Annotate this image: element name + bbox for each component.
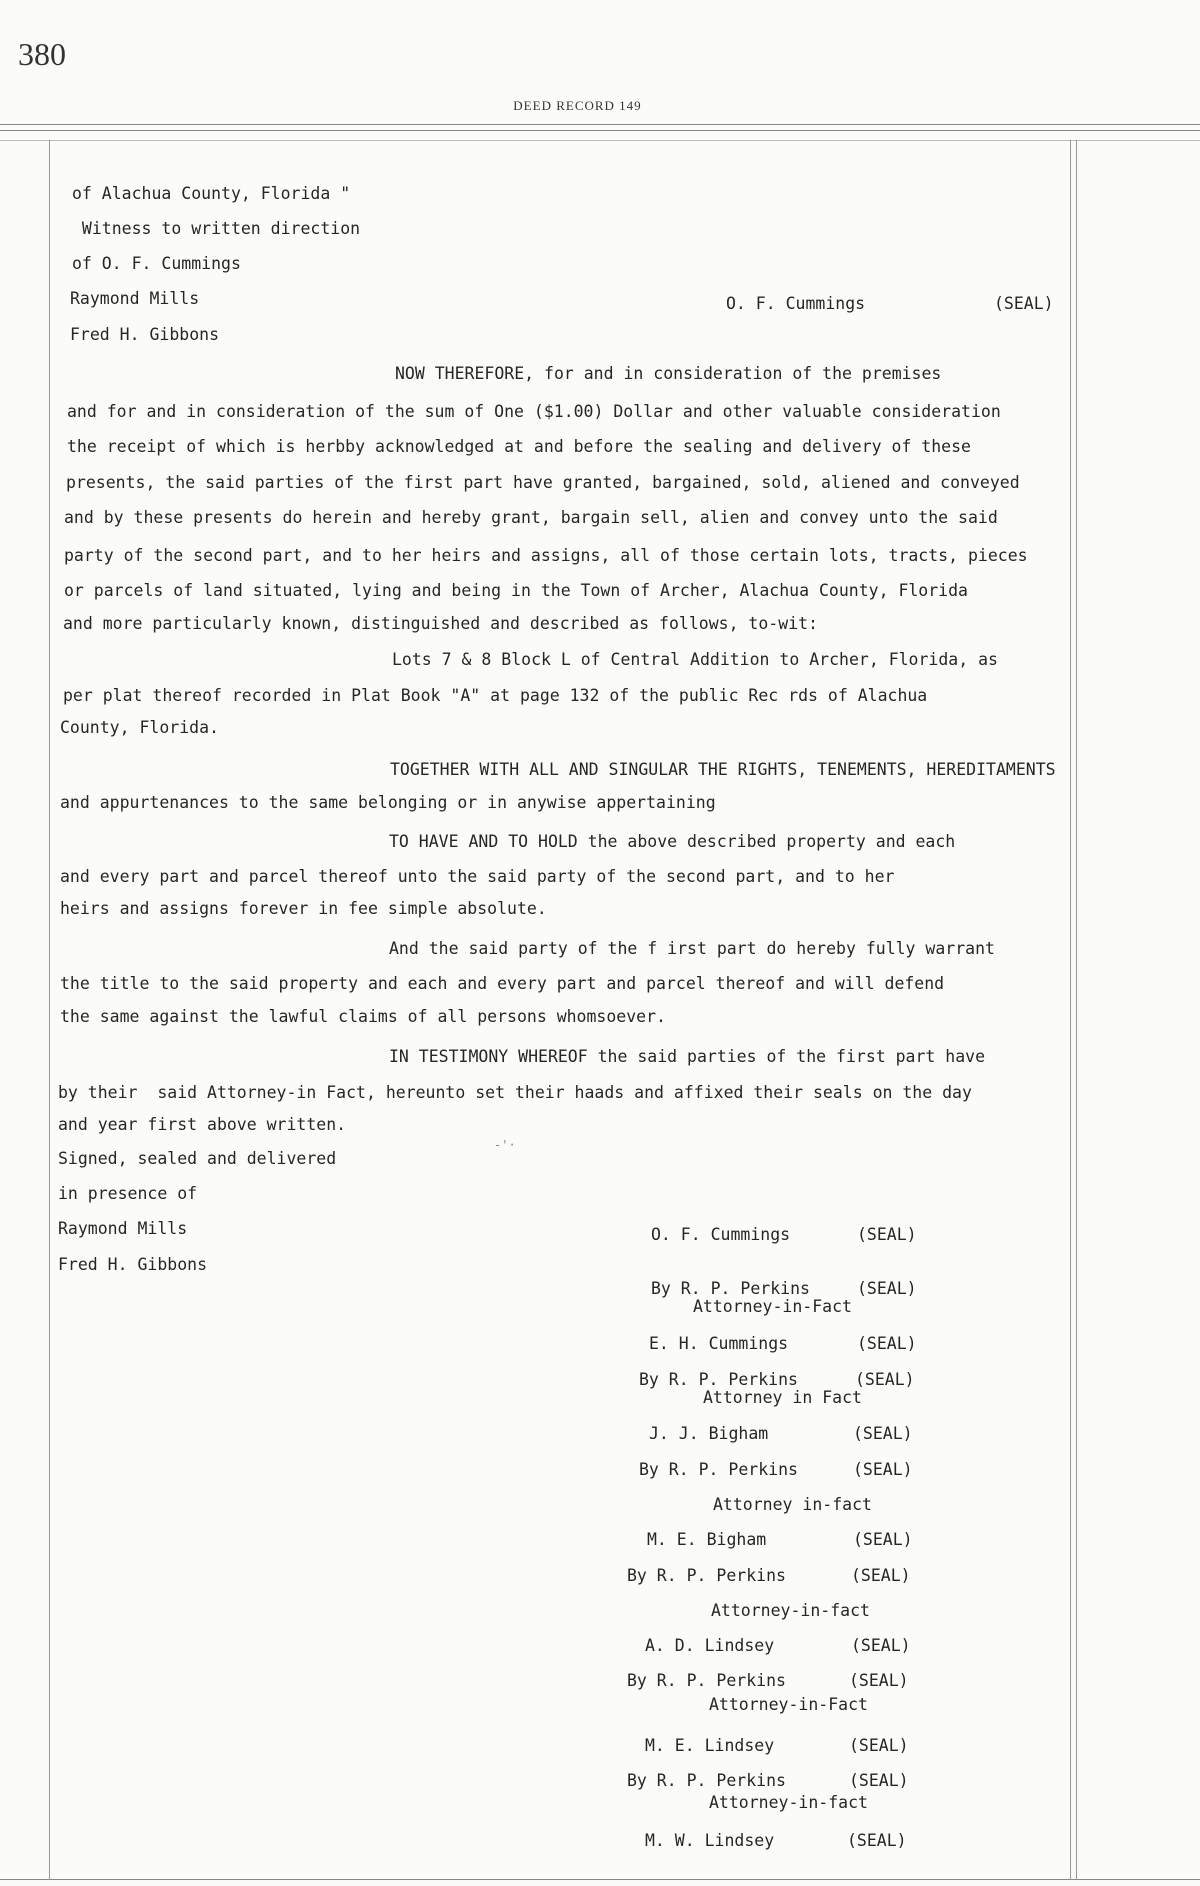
- signatory-seal: (SEAL): [851, 1636, 911, 1655]
- signatory-name: By R. P. Perkins: [627, 1566, 786, 1585]
- signatory-seal: (SEAL): [849, 1736, 909, 1755]
- body-line: And the said party of the f irst part do hereby fully warrant: [389, 939, 995, 958]
- signatory-name: By R. P. Perkins: [639, 1460, 798, 1479]
- signatory-seal: (SEAL): [857, 1279, 917, 1298]
- body-line: IN TESTIMONY WHEREOF the said parties of the first part have: [389, 1047, 986, 1066]
- body-line: the receipt of which is herbby acknowledged at and before the sealing and delivery of these: [67, 437, 971, 456]
- left-margin-rule: [49, 140, 50, 1880]
- body-line: and by these presents do herein and hereby grant, bargain sell, alien and convey unto the said: [64, 508, 998, 527]
- signatory-seal: (SEAL): [851, 1566, 911, 1585]
- signatory-seal: (SEAL): [853, 1424, 913, 1443]
- signatory-name: O. F. Cummings: [651, 1225, 791, 1244]
- signatory-name: M. E. Bigham: [647, 1530, 767, 1549]
- body-line: TO HAVE AND TO HOLD the above described property and each: [389, 832, 956, 851]
- body-line: party of the second part, and to her heirs and assigns, all of those certain lots, tracts, pieces: [64, 546, 1028, 565]
- body-line: or parcels of land situated, lying and being in the Town of Archer, Alachua County, Florida: [64, 581, 968, 600]
- signatory-seal: (SEAL): [857, 1334, 917, 1353]
- body-line: and more particularly known, distinguished and described as follows, to-wit:: [63, 614, 818, 633]
- body-line: of O. F. Cummings: [72, 254, 241, 273]
- right-margin-rule-1: [1070, 140, 1071, 1880]
- signatory-name: E. H. Cummings: [649, 1334, 789, 1353]
- body-line: by their said Attorney-in Fact, hereunto set their haads and affixed their seals on the day: [58, 1083, 972, 1102]
- body-line: of Alachua County, Florida ": [72, 184, 351, 203]
- ink-speck: -'·: [494, 1138, 516, 1152]
- body-line: Raymond Mills: [70, 289, 200, 308]
- body-line: and every part and parcel thereof unto the said party of the second part, and to her: [60, 867, 895, 886]
- body-line: presents, the said parties of the first part have granted, bargained, sold, aliened and conveyed: [66, 473, 1020, 492]
- body-line: Lots 7 & 8 Block L of Central Addition to Archer, Florida, as: [392, 650, 998, 669]
- body-line: the same against the lawful claims of all persons whomsoever.: [60, 1007, 666, 1026]
- signatory-title: Attorney-in-Fact: [709, 1695, 868, 1714]
- body-line: Fred H. Gibbons: [58, 1255, 208, 1274]
- signatory-title: Attorney-in-Fact: [693, 1297, 852, 1316]
- header-rule-2: [0, 130, 1200, 131]
- body-line: Fred H. Gibbons: [70, 325, 220, 344]
- signatory-title: Attorney-in-fact: [709, 1793, 868, 1812]
- top-signature-seal: (SEAL): [994, 294, 1054, 313]
- body-line: heirs and assigns forever in fee simple absolute.: [60, 899, 547, 918]
- signatory-seal: (SEAL): [853, 1530, 913, 1549]
- signatory-title: Attorney-in-fact: [711, 1601, 870, 1620]
- signatory-seal: (SEAL): [847, 1831, 907, 1850]
- page-number: 380: [18, 36, 66, 72]
- top-signature-name: O. F. Cummings: [726, 294, 866, 313]
- running-head: DEED RECORD 149: [513, 98, 642, 113]
- signatory-seal: (SEAL): [853, 1460, 913, 1479]
- body-line: Raymond Mills: [58, 1219, 188, 1238]
- body-line: Signed, sealed and delivered: [58, 1149, 337, 1168]
- body-line: County, Florida.: [60, 718, 219, 737]
- header-rule-1: [0, 124, 1200, 125]
- signatory-title: Attorney in-fact: [713, 1495, 872, 1514]
- header-rule-3: [0, 140, 1200, 141]
- signatory-name: A. D. Lindsey: [645, 1636, 775, 1655]
- body-line: and appurtenances to the same belonging or in anywise appertaining: [60, 793, 716, 812]
- signatory-name: M. E. Lindsey: [645, 1736, 775, 1755]
- signatory-seal: (SEAL): [855, 1370, 915, 1389]
- signatory-name: J. J. Bigham: [649, 1424, 769, 1443]
- signatory-name: By R. P. Perkins: [627, 1671, 786, 1690]
- body-line: Witness to written direction: [72, 219, 361, 238]
- signatory-seal: (SEAL): [849, 1671, 909, 1690]
- footer-rule: [0, 1879, 1200, 1880]
- body-line: TOGETHER WITH ALL AND SINGULAR THE RIGHTS, TENEMENTS, HEREDITAMENTS: [390, 760, 1056, 779]
- body-line: and year first above written.: [58, 1115, 347, 1134]
- body-line: in presence of: [58, 1184, 198, 1203]
- signatory-name: By R. P. Perkins: [639, 1370, 798, 1389]
- right-margin-rule-2: [1076, 140, 1077, 1880]
- signatory-seal: (SEAL): [849, 1771, 909, 1790]
- signatory-name: By R. P. Perkins: [651, 1279, 810, 1298]
- body-line: per plat thereof recorded in Plat Book "A" at page 132 of the public Rec rds of Alachua: [63, 686, 928, 705]
- body-line: and for and in consideration of the sum of One ($1.00) Dollar and other valuable consideration: [67, 402, 1001, 421]
- signatory-name: M. W. Lindsey: [645, 1831, 775, 1850]
- signatory-name: By R. P. Perkins: [627, 1771, 786, 1790]
- signatory-seal: (SEAL): [857, 1225, 917, 1244]
- body-line: the title to the said property and each and every part and parcel thereof and will defend: [60, 974, 945, 993]
- signatory-title: Attorney in Fact: [703, 1388, 862, 1407]
- body-line: NOW THEREFORE, for and in consideration of the premises: [395, 364, 942, 383]
